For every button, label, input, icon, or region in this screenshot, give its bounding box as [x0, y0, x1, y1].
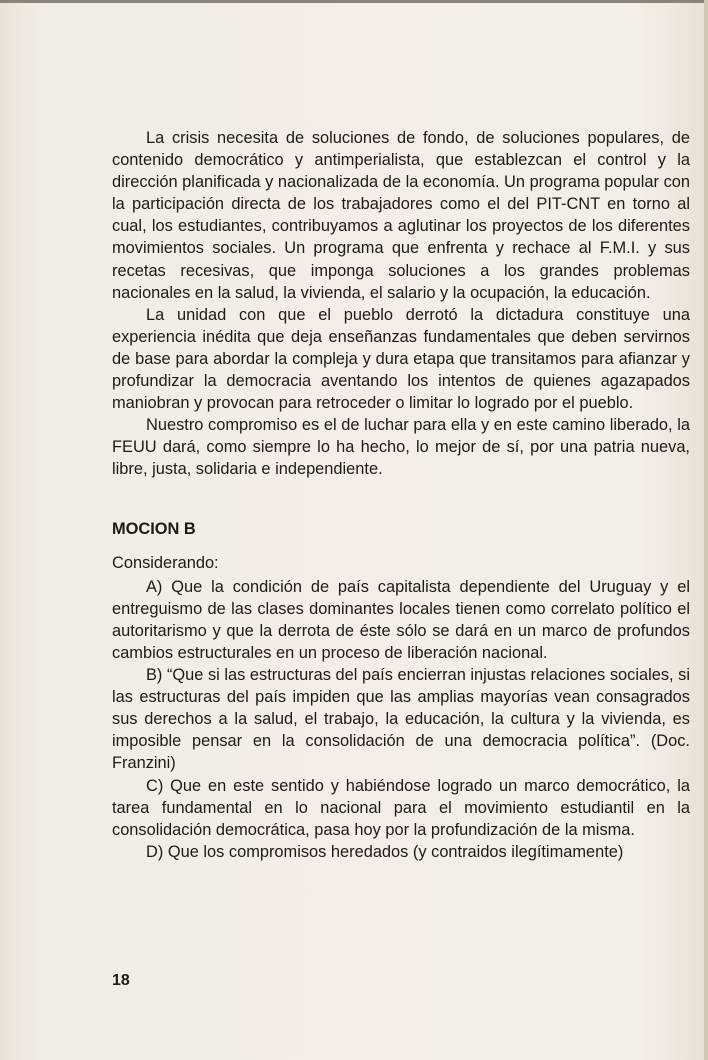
- clause-d: D) Que los compromisos heredados (y contraidos ilegítimamente): [146, 842, 624, 861]
- clause-b: B) “Que si las estructuras del país encierran injustas relaciones sociales, si las estructuras del país impiden que las amplias mayorías vean consagrados sus derechos a la salud, el trabajo, la educación, la cultura y la vivienda, es imposible pensar en la consolidación de una democracia política”. (Doc. Franzini): [112, 666, 690, 773]
- section-heading: MOCION B: [112, 519, 196, 538]
- paragraph-crisis: La crisis necesita de soluciones de fondo, de soluciones populares, de contenido democrático y antimperialista, que establezcan el control y la dirección planificada y nacionalizada de la economía. Un programa popular con la participación directa de los trabajadores como el del PIT-CNT en torno al cual, los estudiantes, contribuyamos a aglutinar los proyectos de los diferentes movimientos sociales. Un programa que enfrenta y rechace al F.M.I. y sus recetas recesivas, que imponga soluciones a los grandes problemas nacionales en la salud, la vivienda, el salario y la ocupación, la educación.: [112, 129, 690, 302]
- clause-c: C) Que en este sentido y habiéndose logrado un marco democrático, la tarea fundamental en lo nacional para el movimiento estudiantil en la consolidación democrática, pasa hoy por la profundización de la misma.: [112, 776, 690, 839]
- body-text: [112, 127, 690, 863]
- clause-a: A) Que la condición de país capitalista dependiente del Uruguay y el entreguismo de las clases dominantes locales tienen como correlato político el autoritarismo y que la derrota de éste sólo se dará en un marco de profundos cambios estructurales en un proceso de liberación nacional.: [112, 577, 690, 662]
- page-top-edge: [0, 0, 708, 3]
- page-number: 18: [112, 972, 130, 989]
- page-right-edge: [704, 0, 708, 1060]
- considering-label: Considerando:: [112, 553, 219, 572]
- paragraph-unidad: La unidad con que el pueblo derrotó la dictadura constituye una experiencia inédita que deja enseñanzas fundamentales que deben servirnos de base para abordar la compleja y dura etapa que transitamos para afianzar y profundizar la democracia aventando los intentos de quienes agazapados maniobran y provocan para retroceder o limitar lo logrado por el pueblo.: [112, 305, 690, 413]
- paragraph-compromiso: Nuestro compromiso es el de luchar para ella y en este camino liberado, la FEUU dará, como siempre lo ha hecho, lo mejor de sí, por una patria nueva, libre, justa, solidaria e independiente.: [112, 416, 690, 479]
